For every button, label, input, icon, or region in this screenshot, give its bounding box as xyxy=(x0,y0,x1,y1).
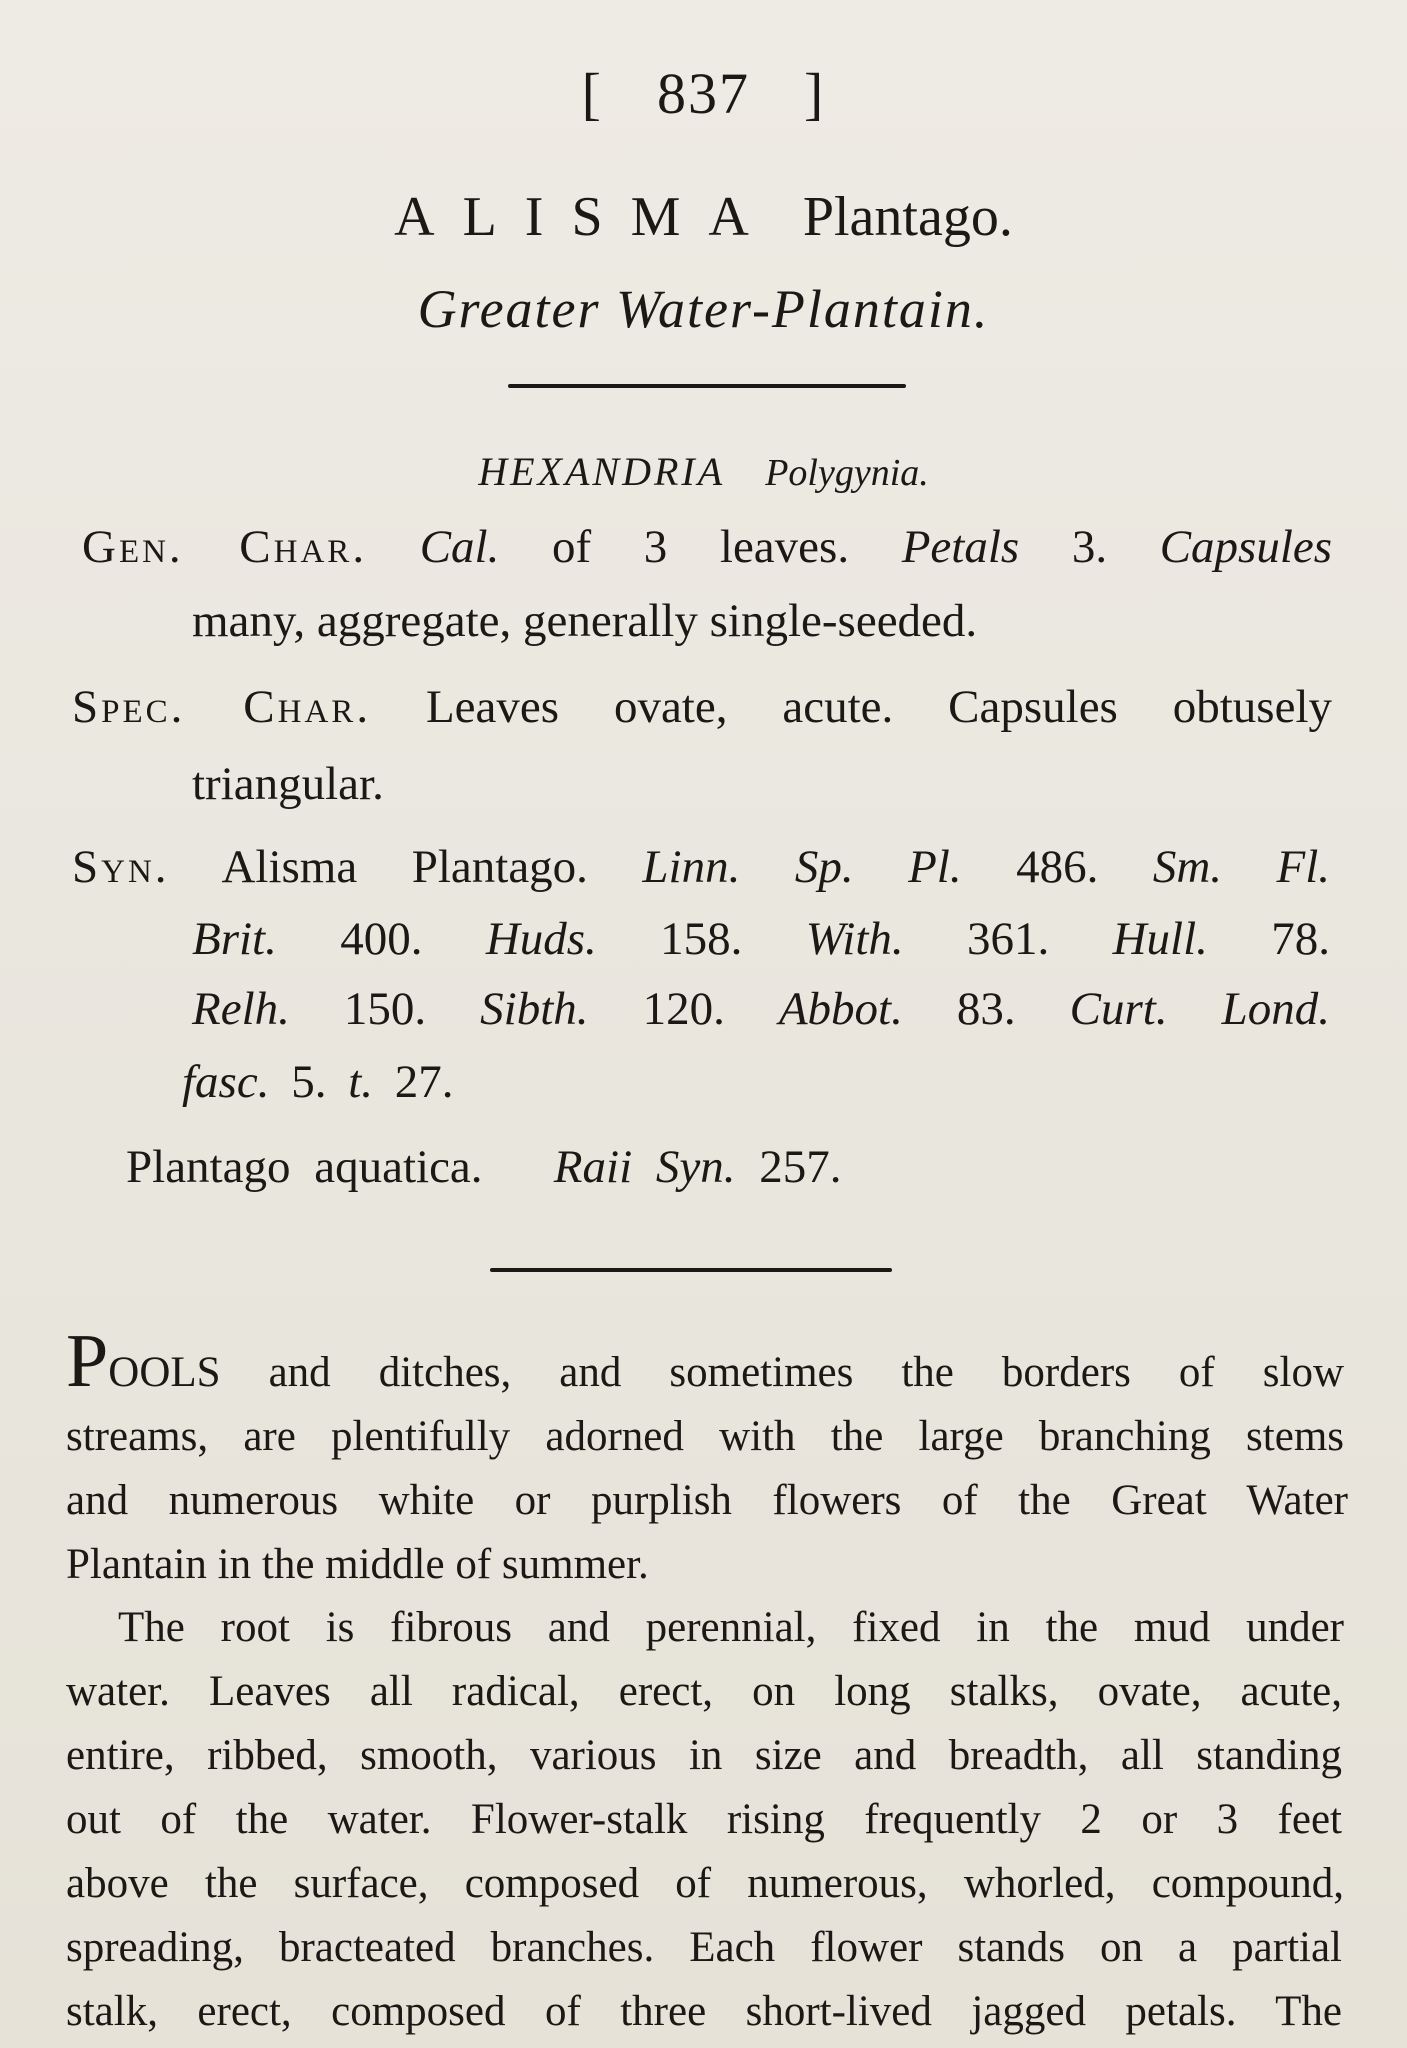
syn-ref: Brit. xyxy=(192,913,277,965)
syn-num: 257. xyxy=(759,1141,842,1193)
syn-ref: Curt. Lond. xyxy=(1069,983,1330,1035)
gen-char-label: Gen. Char. xyxy=(82,521,368,573)
open-bracket: [ xyxy=(581,61,603,126)
syn-num: 150. xyxy=(343,983,427,1035)
syn-num: 83. xyxy=(956,983,1016,1035)
species-title xyxy=(0,185,1407,249)
paragraph-2-line-7: stalk, erect, composed of three short-lived jagged petals. The xyxy=(66,1988,1342,2035)
syn-ref: t. xyxy=(348,1056,374,1108)
syn-num: 486. xyxy=(1016,841,1099,893)
specific-character-line-2: triangular. xyxy=(192,758,384,810)
syn-num: 27. xyxy=(394,1056,454,1108)
linnaean-classification xyxy=(0,448,1407,495)
paragraph-2-line-4: out of the water. Flower-stalk rising frequently 2 or 3 feet xyxy=(66,1796,1342,1843)
divider-rule xyxy=(490,1268,892,1272)
synonymy-line-4 xyxy=(182,1055,454,1109)
syn-ref: Abbot. xyxy=(778,983,903,1035)
syn-ref: fasc. xyxy=(182,1056,270,1108)
paragraph-1-line-2: streams, are plentifully adorned with the large branching stems xyxy=(66,1413,1344,1460)
syn-num: 78. xyxy=(1271,913,1331,965)
synonymy-line-5 xyxy=(126,1140,841,1194)
gen-char-petal-count: 3. xyxy=(1071,521,1108,573)
paragraph-2-line-5: above the surface, composed of numerous, whorled, compound, xyxy=(66,1860,1344,1907)
paragraph-1-line-3: and numerous white or purplish flowers of the Great Water xyxy=(66,1477,1348,1524)
spec-char-text: Leaves ovate, acute. Capsules obtusely xyxy=(425,681,1333,733)
gen-char-capsules: Capsules xyxy=(1159,521,1333,573)
gen-char-text: of 3 leaves. xyxy=(552,521,850,573)
syn-ref: Hull. xyxy=(1112,913,1208,965)
paragraph-2-line-2: water. Leaves all radical, erect, on long stalks, ovate, acute, xyxy=(66,1668,1342,1715)
page-number-value: 837 xyxy=(657,61,750,126)
paragraph-2-line-3: entire, ribbed, smooth, various in size and breadth, all standing xyxy=(66,1732,1342,1779)
common-name: Greater Water-Plantain. xyxy=(417,279,990,339)
paragraph-2-line-6: spreading, bracteated branches. Each flower stands on a partial xyxy=(66,1924,1342,1971)
paragraph-1-line-4: Plantain in the middle of summer. xyxy=(66,1541,649,1588)
spec-char-label: Spec. Char. xyxy=(72,681,372,733)
paragraph-1-line-1 xyxy=(66,1319,1344,1403)
syn-ref: Raii Syn. xyxy=(553,1141,736,1193)
close-bracket: ] xyxy=(804,61,826,126)
synonymy-line-2 xyxy=(192,912,1330,966)
specific-character-line-1 xyxy=(72,680,1332,734)
syn-ref: Sibth. xyxy=(480,983,589,1035)
syn-label: Syn. xyxy=(72,841,170,893)
syn-ref: Linn. Sp. Pl. xyxy=(642,841,962,893)
synonymy-line-3 xyxy=(192,982,1330,1036)
paragraph-2-line-1: The root is fibrous and perennial, fixed in the mud under xyxy=(118,1604,1344,1651)
syn-num: 5. xyxy=(291,1056,327,1108)
generic-character-line-2: many, aggregate, generally single-seeded. xyxy=(192,595,978,647)
class-name: HEXANDRIA xyxy=(478,449,726,494)
species-name: Plantago. xyxy=(802,186,1013,248)
syn-ref: Sm. Fl. xyxy=(1152,841,1331,893)
gen-char-cal: Cal. xyxy=(419,521,500,573)
syn-ref: With. xyxy=(805,913,904,965)
divider-rule xyxy=(508,384,906,388)
synonymy-line-1 xyxy=(72,840,1330,894)
order-name: Polygynia. xyxy=(765,452,929,494)
paragraph-text: OOLS and ditches, and sometimes the borders of slow xyxy=(108,1349,1344,1396)
syn-name: Plantago aquatica. xyxy=(126,1141,483,1193)
syn-num: 400. xyxy=(340,913,423,965)
syn-ref: Huds. xyxy=(485,913,597,965)
genus-name: ALISMA xyxy=(394,186,777,248)
syn-num: 120. xyxy=(642,983,725,1035)
drop-cap: P xyxy=(66,1319,109,1403)
syn-name: Alisma Plantago. xyxy=(221,841,588,893)
generic-character-line-1 xyxy=(82,520,1332,574)
syn-num: 158. xyxy=(660,913,743,965)
syn-num: 361. xyxy=(967,913,1050,965)
syn-ref: Relh. xyxy=(192,983,290,1035)
gen-char-petals: Petals xyxy=(901,521,1020,573)
page-number xyxy=(0,60,1407,127)
